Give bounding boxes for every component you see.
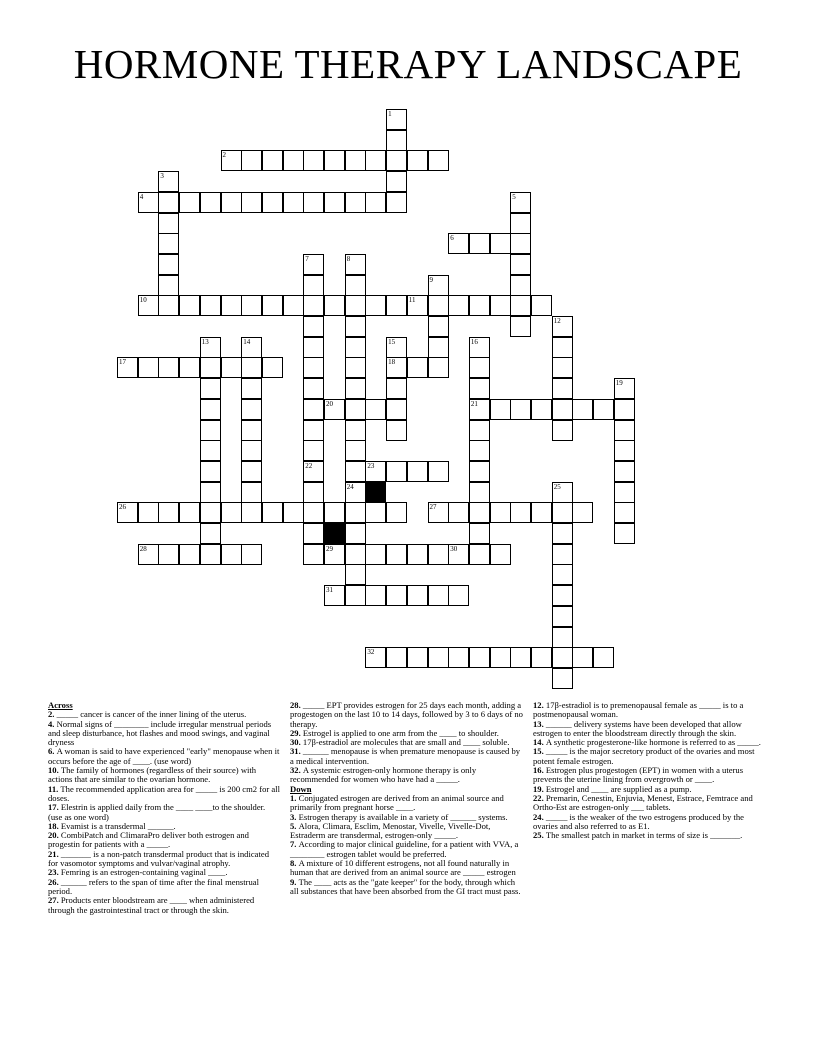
- grid-cell[interactable]: [221, 357, 242, 378]
- grid-cell[interactable]: [303, 461, 324, 482]
- clue-number: 4: [139, 192, 144, 201]
- grid-cell[interactable]: [221, 502, 242, 523]
- clue-number: 12: [553, 317, 561, 325]
- clue-item: 22. Premarin, Cenestin, Enjuvia, Menest, Estrace, Femtrace and Ortho-Est are estrogen-only ___ tablets.: [533, 792, 753, 813]
- grid-cell[interactable]: [552, 316, 573, 337]
- grid-cell[interactable]: [324, 502, 345, 523]
- grid-cell[interactable]: [365, 502, 386, 523]
- grid-cell[interactable]: [428, 337, 449, 358]
- grid-cell[interactable]: [179, 192, 200, 213]
- grid-cell[interactable]: [510, 502, 531, 523]
- clue-number: 21: [470, 399, 478, 408]
- grid-cell[interactable]: [241, 337, 262, 358]
- grid-cell[interactable]: [552, 378, 573, 399]
- grid-cell[interactable]: [179, 502, 200, 523]
- grid-cell[interactable]: [303, 544, 324, 565]
- grid-cell[interactable]: [386, 192, 407, 213]
- grid-cell[interactable]: [345, 378, 366, 399]
- clue-item: 16. Estrogen plus progestogen (EPT) in women with a uterus prevents the uterine lining from overgrowth or ____.: [533, 765, 744, 785]
- grid-cell[interactable]: [345, 585, 366, 606]
- clue-number: 11: [408, 296, 416, 305]
- grid-cell[interactable]: [469, 357, 490, 378]
- grid-cell[interactable]: [303, 523, 324, 544]
- clue-item: 15. _____ is the major secretory product of the ovaries and most potent female estrogen.: [533, 746, 755, 766]
- clue-number: 31: [326, 586, 333, 595]
- grid-cell[interactable]: [552, 606, 573, 627]
- grid-cell[interactable]: [469, 233, 490, 254]
- grid-cell[interactable]: [158, 357, 179, 378]
- clue-number: 28: [139, 544, 147, 553]
- grid-cell[interactable]: [552, 337, 573, 358]
- clue-number: 24: [346, 482, 354, 491]
- grid-cell[interactable]: [428, 544, 449, 565]
- grid-cell[interactable]: [448, 295, 469, 316]
- grid-cell[interactable]: [179, 295, 200, 316]
- grid-cell[interactable]: [200, 295, 221, 316]
- clue-item: 19. Estrogel and ____ are supplied as a pump.: [533, 783, 692, 794]
- clue-item: 12. 17β-estradiol is to premenopausal female as _____ is to a postmenopausal woman.: [533, 700, 744, 720]
- grid-cell[interactable]: [200, 378, 221, 399]
- grid-cell[interactable]: [158, 192, 179, 213]
- clues-column-3: [533, 701, 765, 840]
- grid-cell[interactable]: [345, 482, 366, 503]
- grid-cell[interactable]: [614, 440, 635, 461]
- clue-number: 23: [367, 461, 375, 470]
- grid-cell[interactable]: [531, 647, 552, 668]
- grid-cell[interactable]: [428, 316, 449, 337]
- grid-cell[interactable]: [365, 399, 386, 420]
- clue-item: 23. Femring is an estrogen-containing vaginal ____.: [48, 867, 228, 878]
- clue-section-heading: Across: [48, 700, 73, 710]
- grid-cell[interactable]: [200, 420, 221, 441]
- grid-cell[interactable]: [138, 295, 159, 316]
- grid-cell[interactable]: [572, 647, 593, 668]
- grid-cell[interactable]: [365, 544, 386, 565]
- clue-item: 9. The ____ acts as the "gate keeper" for the body, through which all substances that have been absorbed from the GI tract must pass.: [290, 876, 521, 896]
- clue-number: 2: [222, 151, 226, 160]
- grid-cell[interactable]: [345, 295, 366, 316]
- grid-cell[interactable]: [614, 399, 635, 420]
- grid-cell[interactable]: [158, 254, 179, 275]
- grid-cell[interactable]: [200, 357, 221, 378]
- grid-cell[interactable]: [303, 399, 324, 420]
- grid-cell[interactable]: [324, 585, 345, 606]
- clue-number: 15: [388, 337, 396, 346]
- grid-cell[interactable]: [345, 461, 366, 482]
- clue-item: 32. A systemic estrogen-only hormone therapy is only recommended for women who have had a _____.: [290, 765, 477, 785]
- grid-cell[interactable]: [407, 150, 428, 171]
- grid-cell[interactable]: [552, 420, 573, 441]
- grid-cell[interactable]: [324, 192, 345, 213]
- grid-cell[interactable]: [345, 357, 366, 378]
- grid-cell[interactable]: [448, 233, 469, 254]
- clue-number: 1: [388, 110, 392, 118]
- grid-cell[interactable]: [531, 502, 552, 523]
- clue-item: 10. The family of hormones (regardless of their source) with actions that are similar to the ovarian hormone.: [48, 765, 257, 785]
- grid-cell[interactable]: [283, 502, 304, 523]
- grid-cell[interactable]: [345, 440, 366, 461]
- grid-cell[interactable]: [407, 647, 428, 668]
- grid-cell[interactable]: [510, 192, 531, 213]
- grid-cell[interactable]: [345, 502, 366, 523]
- grid-cell[interactable]: [365, 647, 386, 668]
- grid-cell[interactable]: [531, 399, 552, 420]
- grid-cell[interactable]: [345, 192, 366, 213]
- grid-cell[interactable]: [531, 295, 552, 316]
- grid-cell[interactable]: [469, 295, 490, 316]
- grid-cell[interactable]: [593, 647, 614, 668]
- grid-cell[interactable]: [428, 150, 449, 171]
- grid-cell[interactable]: [324, 295, 345, 316]
- grid-cell[interactable]: [303, 420, 324, 441]
- grid-cell[interactable]: [448, 502, 469, 523]
- clue-section-heading: Down: [290, 783, 312, 794]
- clue-item: 20. CombiPatch and ClimaraPro deliver both estrogen and progestin for patients with a _____.: [48, 830, 249, 850]
- grid-cell[interactable]: [262, 357, 283, 378]
- grid-cell[interactable]: [386, 357, 407, 378]
- grid-cell[interactable]: [428, 461, 449, 482]
- grid-cell[interactable]: [241, 461, 262, 482]
- grid-cell[interactable]: [572, 399, 593, 420]
- grid-cell[interactable]: [179, 544, 200, 565]
- grid-cell[interactable]: [200, 482, 221, 503]
- grid-cell[interactable]: [221, 192, 242, 213]
- grid-cell[interactable]: [407, 585, 428, 606]
- grid-cell[interactable]: [241, 502, 262, 523]
- grid-cell[interactable]: [241, 544, 262, 565]
- grid-cell[interactable]: [200, 502, 221, 523]
- grid-cell[interactable]: [283, 150, 304, 171]
- clue-item: 5. Alora, Climara, Esclim, Menostar, Vivelle, Vivelle-Dot, Estraderm are transdermal, estrogen-only _____.: [290, 820, 491, 841]
- grid-cell[interactable]: [345, 316, 366, 337]
- grid-cell[interactable]: [241, 357, 262, 378]
- grid-cell[interactable]: [241, 420, 262, 441]
- grid-cell[interactable]: [386, 461, 407, 482]
- grid-cell[interactable]: [303, 275, 324, 296]
- grid-cell[interactable]: [345, 337, 366, 358]
- clue-item: 8. A mixture of 10 different estrogens, not all found naturally in human that are derived from an animal source are _____ estrogen: [290, 858, 516, 878]
- grid-cell[interactable]: [303, 337, 324, 358]
- grid-cell[interactable]: [241, 399, 262, 420]
- grid-cell[interactable]: [262, 150, 283, 171]
- grid-cell[interactable]: [469, 337, 490, 358]
- grid-cell[interactable]: [117, 357, 138, 378]
- grid-cell[interactable]: [448, 585, 469, 606]
- grid-cell[interactable]: [345, 254, 366, 275]
- grid-cell[interactable]: [552, 668, 573, 689]
- grid-cell[interactable]: [200, 192, 221, 213]
- clue-number: 26: [119, 503, 126, 512]
- grid-cell[interactable]: [324, 150, 345, 171]
- clue-number: 18: [388, 358, 396, 367]
- grid-cell[interactable]: [345, 399, 366, 420]
- clue-number: 17: [119, 358, 126, 367]
- grid-cell[interactable]: [386, 150, 407, 171]
- grid-cell[interactable]: [158, 213, 179, 234]
- clue-item: 28. _____ EPT provides estrogen for 25 days each month, adding a progestogen on the last 10 to 14 days, followed by 3 to 6 days of no therapy.: [290, 700, 523, 729]
- grid-cell[interactable]: [386, 585, 407, 606]
- grid-cell[interactable]: [303, 295, 324, 316]
- grid-cell[interactable]: [490, 295, 511, 316]
- grid-cell[interactable]: [469, 647, 490, 668]
- clue-item: 18. Evamist is a transdermal ______.: [48, 820, 176, 831]
- grid-cell[interactable]: [365, 461, 386, 482]
- grid-cell[interactable]: [593, 399, 614, 420]
- grid-cell[interactable]: [221, 295, 242, 316]
- grid-cell[interactable]: [200, 544, 221, 565]
- grid-cell[interactable]: [469, 420, 490, 441]
- grid-cell[interactable]: [200, 440, 221, 461]
- grid-cell[interactable]: [552, 544, 573, 565]
- clues-column-1: [48, 701, 280, 915]
- grid-cell[interactable]: [428, 295, 449, 316]
- grid-cell[interactable]: [138, 357, 159, 378]
- clue-number: 13: [201, 337, 209, 346]
- grid-cell[interactable]: [407, 461, 428, 482]
- grid-cell[interactable]: [407, 544, 428, 565]
- grid-cell[interactable]: [262, 502, 283, 523]
- page-title: HORMONE THERAPY LANDSCAPE: [73, 41, 743, 87]
- grid-cell[interactable]: [469, 502, 490, 523]
- clue-item: 13. ______ delivery systems have been developed that allow estrogen to enter the bloodstream directly through the skin.: [533, 718, 742, 738]
- grid-cell[interactable]: [158, 502, 179, 523]
- clue-item: 26. ______ refers to the span of time after the final menstrual period.: [48, 876, 259, 896]
- grid-cell[interactable]: [365, 192, 386, 213]
- grid-cell[interactable]: [365, 585, 386, 606]
- clue-number: 20: [326, 399, 333, 408]
- grid-cell[interactable]: [200, 461, 221, 482]
- grid-cell[interactable]: [428, 585, 449, 606]
- grid-cell[interactable]: [221, 544, 242, 565]
- grid-cell[interactable]: [428, 275, 449, 296]
- clue-number: 9: [429, 275, 433, 284]
- grid-cell[interactable]: [490, 544, 511, 565]
- grid-cell[interactable]: [510, 647, 531, 668]
- grid-cell[interactable]: [283, 295, 304, 316]
- grid-cell[interactable]: [365, 295, 386, 316]
- grid-cell[interactable]: [158, 171, 179, 192]
- grid-cell[interactable]: [552, 627, 573, 648]
- grid-cell[interactable]: [428, 502, 449, 523]
- grid-cell[interactable]: [158, 275, 179, 296]
- grid-cell[interactable]: [469, 482, 490, 503]
- grid-cell[interactable]: [365, 150, 386, 171]
- grid-cell[interactable]: [510, 399, 531, 420]
- clue-item: 3. Estrogen therapy is available in a variety of ______ systems.: [290, 811, 508, 822]
- grid-cell[interactable]: [324, 399, 345, 420]
- grid-cell[interactable]: [303, 378, 324, 399]
- grid-cell[interactable]: [552, 647, 573, 668]
- clue-item: 27. Products enter bloodstream are ____ when administered through the gastrointestinal tract or through the skin.: [48, 895, 255, 915]
- clue-item: 11. The recommended application area for _____ is 200 cm2 for all doses.: [48, 783, 280, 803]
- grid-cell[interactable]: [386, 502, 407, 523]
- grid-cell[interactable]: [552, 585, 573, 606]
- grid-cell[interactable]: [552, 482, 573, 503]
- grid-cell[interactable]: [614, 502, 635, 523]
- clue-number: 32: [367, 648, 375, 657]
- grid-cell[interactable]: [407, 295, 428, 316]
- grid-cell[interactable]: [510, 316, 531, 337]
- grid-cell[interactable]: [262, 295, 283, 316]
- clue-number: 27: [429, 503, 437, 512]
- grid-cell[interactable]: [572, 502, 593, 523]
- grid-cell[interactable]: [386, 171, 407, 192]
- grid-cell[interactable]: [158, 233, 179, 254]
- clue-number: 25: [553, 482, 561, 491]
- grid-cell[interactable]: [469, 544, 490, 565]
- grid-cell[interactable]: [386, 399, 407, 420]
- clue-number: 29: [326, 544, 333, 553]
- clues-column-2: [290, 701, 525, 896]
- grid-cell[interactable]: [552, 564, 573, 585]
- grid-cell[interactable]: [428, 647, 449, 668]
- grid-cell[interactable]: [303, 502, 324, 523]
- grid-cell[interactable]: [448, 544, 469, 565]
- grid-cell[interactable]: [614, 523, 635, 544]
- grid-cell[interactable]: [490, 502, 511, 523]
- clue-number: 7: [305, 254, 309, 263]
- clue-number: 10: [139, 296, 147, 305]
- grid-cell[interactable]: [158, 544, 179, 565]
- clue-item: 1. Conjugated estrogen are derived from an animal source and primarily from pregnant horse ____.: [290, 792, 504, 813]
- clue-number: 3: [160, 172, 164, 181]
- grid-cell[interactable]: [200, 399, 221, 420]
- grid-cell[interactable]: [345, 275, 366, 296]
- clue-number: 5: [512, 192, 516, 201]
- grid-cell[interactable]: [117, 502, 138, 523]
- grid-cell[interactable]: [200, 337, 221, 358]
- grid-cell[interactable]: [241, 482, 262, 503]
- grid-cell[interactable]: [428, 357, 449, 378]
- grid-cell[interactable]: [510, 254, 531, 275]
- grid-cell[interactable]: [510, 275, 531, 296]
- grid-block: [324, 523, 345, 544]
- grid-cell[interactable]: [386, 337, 407, 358]
- grid-cell[interactable]: [469, 461, 490, 482]
- grid-cell[interactable]: [614, 378, 635, 399]
- grid-cell[interactable]: [303, 440, 324, 461]
- grid-cell[interactable]: [241, 378, 262, 399]
- clue-number: 8: [346, 254, 351, 263]
- clue-item: 17. Elestrin is applied daily from the ____ ____to the shoulder. (use as one word): [48, 802, 266, 822]
- grid-cell[interactable]: [469, 399, 490, 420]
- grid-cell[interactable]: [552, 399, 573, 420]
- grid-cell[interactable]: [552, 523, 573, 544]
- grid-cell[interactable]: [138, 192, 159, 213]
- grid-block: [365, 482, 386, 503]
- grid-cell[interactable]: [386, 647, 407, 668]
- grid-cell[interactable]: [138, 502, 159, 523]
- grid-cell[interactable]: [510, 295, 531, 316]
- grid-cell[interactable]: [303, 150, 324, 171]
- grid-cell[interactable]: [200, 523, 221, 544]
- grid-cell[interactable]: [386, 420, 407, 441]
- grid-cell[interactable]: [241, 295, 262, 316]
- grid-cell[interactable]: [490, 647, 511, 668]
- grid-cell[interactable]: [324, 544, 345, 565]
- grid-cell[interactable]: [614, 482, 635, 503]
- grid-cell[interactable]: [490, 399, 511, 420]
- grid-cell[interactable]: [345, 564, 366, 585]
- grid-cell[interactable]: [303, 357, 324, 378]
- grid-cell[interactable]: [386, 109, 407, 130]
- grid-cell[interactable]: [303, 316, 324, 337]
- clue-number: 16: [470, 337, 478, 346]
- grid-cell[interactable]: [283, 192, 304, 213]
- grid-cell[interactable]: [469, 523, 490, 544]
- grid-cell[interactable]: [386, 544, 407, 565]
- grid-cell[interactable]: [158, 295, 179, 316]
- clue-item: 30. 17β-estradiol are molecules that are small and ____ soluble.: [290, 737, 510, 748]
- grid-cell[interactable]: [469, 440, 490, 461]
- clue-item: 24. _____ is the weaker of the two estrogens produced by the ovaries and also referred to as E1.: [533, 811, 744, 831]
- grid-cell[interactable]: [448, 647, 469, 668]
- clue-number: 19: [615, 379, 623, 388]
- grid-cell[interactable]: [469, 378, 490, 399]
- clue-item: 31. ______ menopause is when premature menopause is caused by a medical intervention.: [290, 746, 521, 766]
- grid-cell[interactable]: [345, 150, 366, 171]
- grid-cell[interactable]: [138, 544, 159, 565]
- grid-cell[interactable]: [241, 440, 262, 461]
- grid-cell[interactable]: [262, 192, 283, 213]
- grid-cell[interactable]: [552, 502, 573, 523]
- clue-item: 25. The smallest patch in market in terms of size is _______.: [533, 830, 743, 841]
- clue-number: 22: [305, 461, 313, 470]
- clue-item: 29. Estrogel is applied to one arm from the ____ to shoulder.: [290, 727, 499, 738]
- grid-cell[interactable]: [490, 233, 511, 254]
- grid-cell[interactable]: [303, 482, 324, 503]
- clue-item: 6. A woman is said to have experienced "early" menopause when it occurs before the age of ____. (use word): [48, 746, 280, 766]
- grid-cell[interactable]: [241, 192, 262, 213]
- grid-cell[interactable]: [221, 150, 242, 171]
- grid-cell[interactable]: [386, 130, 407, 151]
- clue-item: 2. _____ cancer is cancer of the inner lining of the uterus.: [48, 709, 247, 720]
- grid-cell[interactable]: [303, 192, 324, 213]
- grid-cell[interactable]: [552, 357, 573, 378]
- clue-item: 4. Normal signs of ________ include irregular menstrual periods and sleep disturbance, hot flashes and mood swings, and vaginal dryness: [48, 718, 272, 748]
- grid-cell[interactable]: [614, 420, 635, 441]
- grid-cell[interactable]: [614, 461, 635, 482]
- grid-cell[interactable]: [345, 544, 366, 565]
- clue-item: 7. According to major clinical guideline, for a patient with VVA, a ________ estrogen tablet would be preferred.: [290, 839, 519, 859]
- grid-cell[interactable]: [386, 378, 407, 399]
- clue-number: 6: [450, 234, 454, 243]
- grid-cell[interactable]: [303, 254, 324, 275]
- grid-cell[interactable]: [510, 213, 531, 234]
- clue-item: 14. A synthetic progesterone-like hormone is referred to as _____.: [533, 737, 761, 748]
- clue-number: 30: [450, 544, 458, 553]
- grid-cell[interactable]: [179, 357, 200, 378]
- clue-item: 21. _______ is a non-patch transdermal product that is indicated for vasomotor symptoms and vulvar/vaginal atrophy.: [48, 848, 269, 869]
- grid-cell[interactable]: [345, 420, 366, 441]
- grid-cell[interactable]: [407, 357, 428, 378]
- grid-cell[interactable]: [510, 233, 531, 254]
- grid-cell[interactable]: [241, 150, 262, 171]
- grid-cell[interactable]: [345, 523, 366, 544]
- clue-number: 14: [243, 337, 251, 346]
- grid-cell[interactable]: [386, 295, 407, 316]
